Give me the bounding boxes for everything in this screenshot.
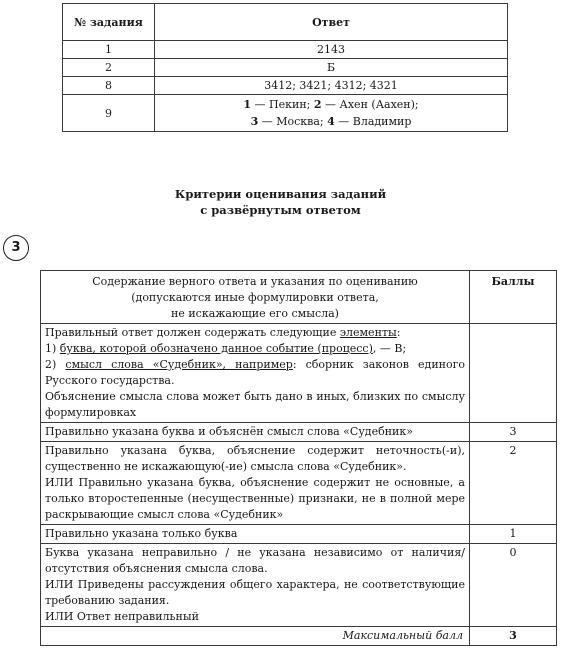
criteria-text-alt: ИЛИ Приведены рассуждения общего характера, не соответствующие требованию задания. (45, 578, 465, 607)
intro-underlined: элементы (339, 326, 397, 339)
criteria-header-points: Баллы (470, 271, 557, 324)
heading-line-1: Критерии оценивания заданий (174, 187, 387, 201)
task-number-badge: 3 (3, 235, 29, 261)
item-after: , — В; (372, 342, 407, 355)
section-heading (0, 186, 561, 218)
max-score-label: Максимальный балл (41, 627, 470, 646)
correct-answer-cell (41, 324, 470, 423)
task-number-cell: 9 (63, 95, 155, 132)
criteria-header-content (41, 271, 470, 324)
answer-key: 4 (327, 115, 335, 128)
answer-cell (155, 95, 508, 132)
answer-key: 3 (250, 115, 259, 128)
criteria-text-cell (41, 544, 470, 627)
task-number-cell: 1 (63, 41, 155, 59)
intro-after: : (396, 326, 401, 339)
answer-element-2 (45, 357, 465, 389)
item-prefix: 1) (45, 342, 60, 355)
answer-line-2 (155, 113, 507, 130)
answers-table (62, 3, 508, 132)
answer-element-1 (45, 341, 465, 357)
criteria-row (41, 442, 557, 525)
item-underlined: буква, которой обозначено данное событие (процесс) (59, 342, 373, 355)
table-row (63, 59, 508, 77)
item-underlined: смысл слова «Судебник», например (65, 358, 293, 371)
criteria-text: Правильно указана буква, объяснение содержит неточность(-и), существенно не искажающую(-ие) смысла слова «Судебник». (45, 444, 465, 473)
table-row (63, 77, 508, 95)
criteria-text: Правильно указана только буква (41, 525, 470, 544)
task-number-cell: 8 (63, 77, 155, 95)
criteria-header-line-1: Содержание верного ответа и указания по оцениванию (92, 275, 418, 288)
answer-value: — Пекин; (251, 98, 314, 111)
max-score-value: 3 (470, 627, 557, 646)
criteria-text-alt: ИЛИ Правильно указана буква, объяснение содержит не основные, а только второстепенные (несущественные) признаки, не в полной мере раскрывающие смысл слова «Судебник» (45, 476, 465, 521)
task-number-cell: 2 (63, 59, 155, 77)
item-prefix: 2) (45, 358, 66, 371)
criteria-row (41, 544, 557, 627)
heading-line-2: с развёрнутым ответом (200, 203, 361, 217)
table-row (63, 41, 508, 59)
answer-value: — Москва; (258, 115, 328, 128)
criteria-text: Буква указана неправильно / не указана независимо от наличия/отсутствия объяснения смысла слова. (45, 546, 465, 575)
answer-note: Объяснение смысла слова может быть дано в иных, близких по смыслу формулировках (45, 390, 465, 419)
criteria-points: 1 (470, 525, 557, 544)
answer-value: — Ахен (Аахен); (321, 98, 419, 111)
criteria-points: 0 (470, 544, 557, 627)
criteria-header-row (41, 271, 557, 324)
answers-header-answer: Ответ (155, 4, 508, 41)
criteria-points: 2 (470, 442, 557, 525)
max-score-row (41, 627, 557, 646)
answer-line-1 (155, 96, 507, 113)
criteria-text: Правильно указана буква и объяснён смысл слова «Судебник» (41, 423, 470, 442)
intro-text: Правильный ответ должен содержать следующие (45, 326, 340, 339)
criteria-text-cell (41, 442, 470, 525)
answer-cell: 2143 (155, 41, 508, 59)
answers-header-row (63, 4, 508, 41)
criteria-text-alt: ИЛИ Ответ неправильный (45, 610, 199, 623)
answer-key: 2 (313, 98, 322, 111)
correct-answer-row (41, 324, 557, 423)
empty-points-cell (470, 324, 557, 423)
criteria-points: 3 (470, 423, 557, 442)
answer-cell: Б (155, 59, 508, 77)
answer-cell: 3412; 3421; 4312; 4321 (155, 77, 508, 95)
answer-key: 1 (243, 98, 252, 111)
criteria-row (41, 525, 557, 544)
answer-value: — Владимир (334, 115, 412, 128)
answers-header-number: № задания (63, 4, 155, 41)
table-row (63, 95, 508, 132)
answer-intro (45, 325, 465, 341)
criteria-header-line-2: (допускаются иные формулировки ответа, (131, 291, 379, 304)
criteria-table (40, 270, 557, 646)
item-after: : сборник законов единого Русского государства. (45, 358, 465, 387)
criteria-header-line-3: не искажающие его смысла) (171, 307, 339, 320)
criteria-row (41, 423, 557, 442)
